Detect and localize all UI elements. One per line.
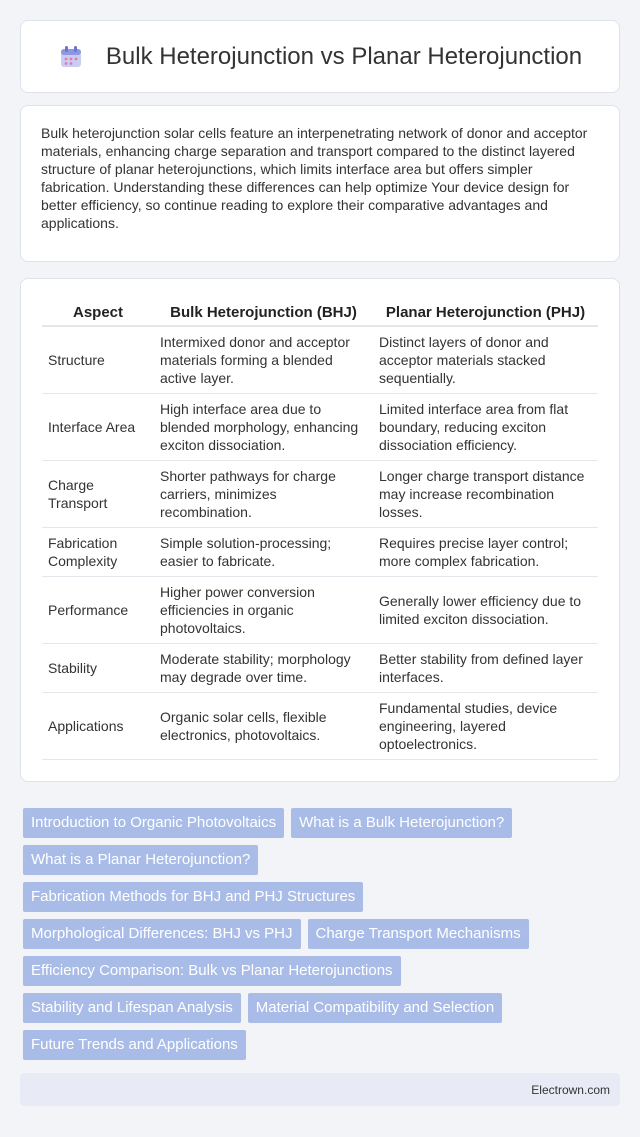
bhj-cell: Organic solar cells, flexible electronics, photovoltaics. xyxy=(154,693,373,760)
aspect-cell: Charge Transport xyxy=(42,461,154,528)
bhj-cell: High interface area due to blended morphology, enhancing exciton dissociation. xyxy=(154,394,373,461)
bhj-cell: Simple solution-processing; easier to fabricate. xyxy=(154,528,373,577)
link-what-is-phj[interactable]: What is a Planar Heterojunction? xyxy=(23,845,258,875)
page-title: Bulk Heterojunction vs Planar Heterojunction xyxy=(105,42,583,70)
bhj-cell: Intermixed donor and acceptor materials forming a blended active layer. xyxy=(154,327,373,394)
link-row xyxy=(23,993,603,1023)
bhj-cell: Shorter pathways for charge carriers, minimizes recombination. xyxy=(154,461,373,528)
bhj-cell: Moderate stability; morphology may degrade over time. xyxy=(154,644,373,693)
link-stability-lifespan[interactable]: Stability and Lifespan Analysis xyxy=(23,993,241,1023)
phj-cell: Better stability from defined layer interfaces. xyxy=(373,644,598,693)
header-aspect: Aspect xyxy=(42,299,154,327)
table-row xyxy=(42,528,598,577)
header-bhj: Bulk Heterojunction (BHJ) xyxy=(154,299,373,327)
bhj-cell: Higher power conversion efficiencies in organic photovoltaics. xyxy=(154,577,373,644)
phj-cell: Requires precise layer control; more complex fabrication. xyxy=(373,528,598,577)
footer-site[interactable]: Electrown.com xyxy=(531,1082,610,1097)
footer xyxy=(20,1073,620,1106)
header-phj: Planar Heterojunction (PHJ) xyxy=(373,299,598,327)
link-intro-opv[interactable]: Introduction to Organic Photovoltaics xyxy=(23,808,284,838)
aspect-cell: Stability xyxy=(42,644,154,693)
link-charge-transport[interactable]: Charge Transport Mechanisms xyxy=(308,919,529,949)
phj-cell: Fundamental studies, device engineering, layered optoelectronics. xyxy=(373,693,598,760)
table-row xyxy=(42,577,598,644)
aspect-cell: Structure xyxy=(42,327,154,394)
aspect-cell: Fabrication Complexity xyxy=(42,528,154,577)
table-row xyxy=(42,327,598,394)
comparison-table xyxy=(42,299,598,760)
phj-cell: Longer charge transport distance may increase recombination losses. xyxy=(373,461,598,528)
link-row xyxy=(23,1030,603,1060)
title-card xyxy=(20,20,620,93)
table-row xyxy=(42,693,598,760)
link-row xyxy=(23,919,603,949)
table-row xyxy=(42,461,598,528)
link-row xyxy=(23,956,603,986)
aspect-cell: Applications xyxy=(42,693,154,760)
phj-cell: Generally lower efficiency due to limited exciton dissociation. xyxy=(373,577,598,644)
link-row xyxy=(23,882,603,912)
link-row xyxy=(23,808,603,838)
link-row xyxy=(23,845,603,875)
link-morphological-differences[interactable]: Morphological Differences: BHJ vs PHJ xyxy=(23,919,301,949)
calendar-icon xyxy=(58,44,84,70)
link-fabrication-methods[interactable]: Fabrication Methods for BHJ and PHJ Structures xyxy=(23,882,363,912)
related-links xyxy=(23,808,603,1067)
aspect-cell: Interface Area xyxy=(42,394,154,461)
intro-card xyxy=(20,105,620,262)
intro-paragraph: Bulk heterojunction solar cells feature an interpenetrating network of donor and acceptor materials, enhancing charge separation and transport compared to the distinct layered structure of planar heterojunctions, which limits interface area but offers simpler fabrication. Understanding these differences can help optimize Your device design for better efficiency, so continue reading to explore their comparative advantages and applications. xyxy=(41,125,588,231)
link-material-compatibility[interactable]: Material Compatibility and Selection xyxy=(248,993,502,1023)
link-efficiency-comparison[interactable]: Efficiency Comparison: Bulk vs Planar Heterojunctions xyxy=(23,956,401,986)
aspect-cell: Performance xyxy=(42,577,154,644)
phj-cell: Limited interface area from flat boundary, reducing exciton dissociation efficiency. xyxy=(373,394,598,461)
link-what-is-bhj[interactable]: What is a Bulk Heterojunction? xyxy=(291,808,512,838)
comparison-card xyxy=(20,278,620,782)
phj-cell: Distinct layers of donor and acceptor materials stacked sequentially. xyxy=(373,327,598,394)
link-future-trends[interactable]: Future Trends and Applications xyxy=(23,1030,246,1060)
table-header-row xyxy=(42,299,598,327)
table-row xyxy=(42,644,598,693)
table-row xyxy=(42,394,598,461)
